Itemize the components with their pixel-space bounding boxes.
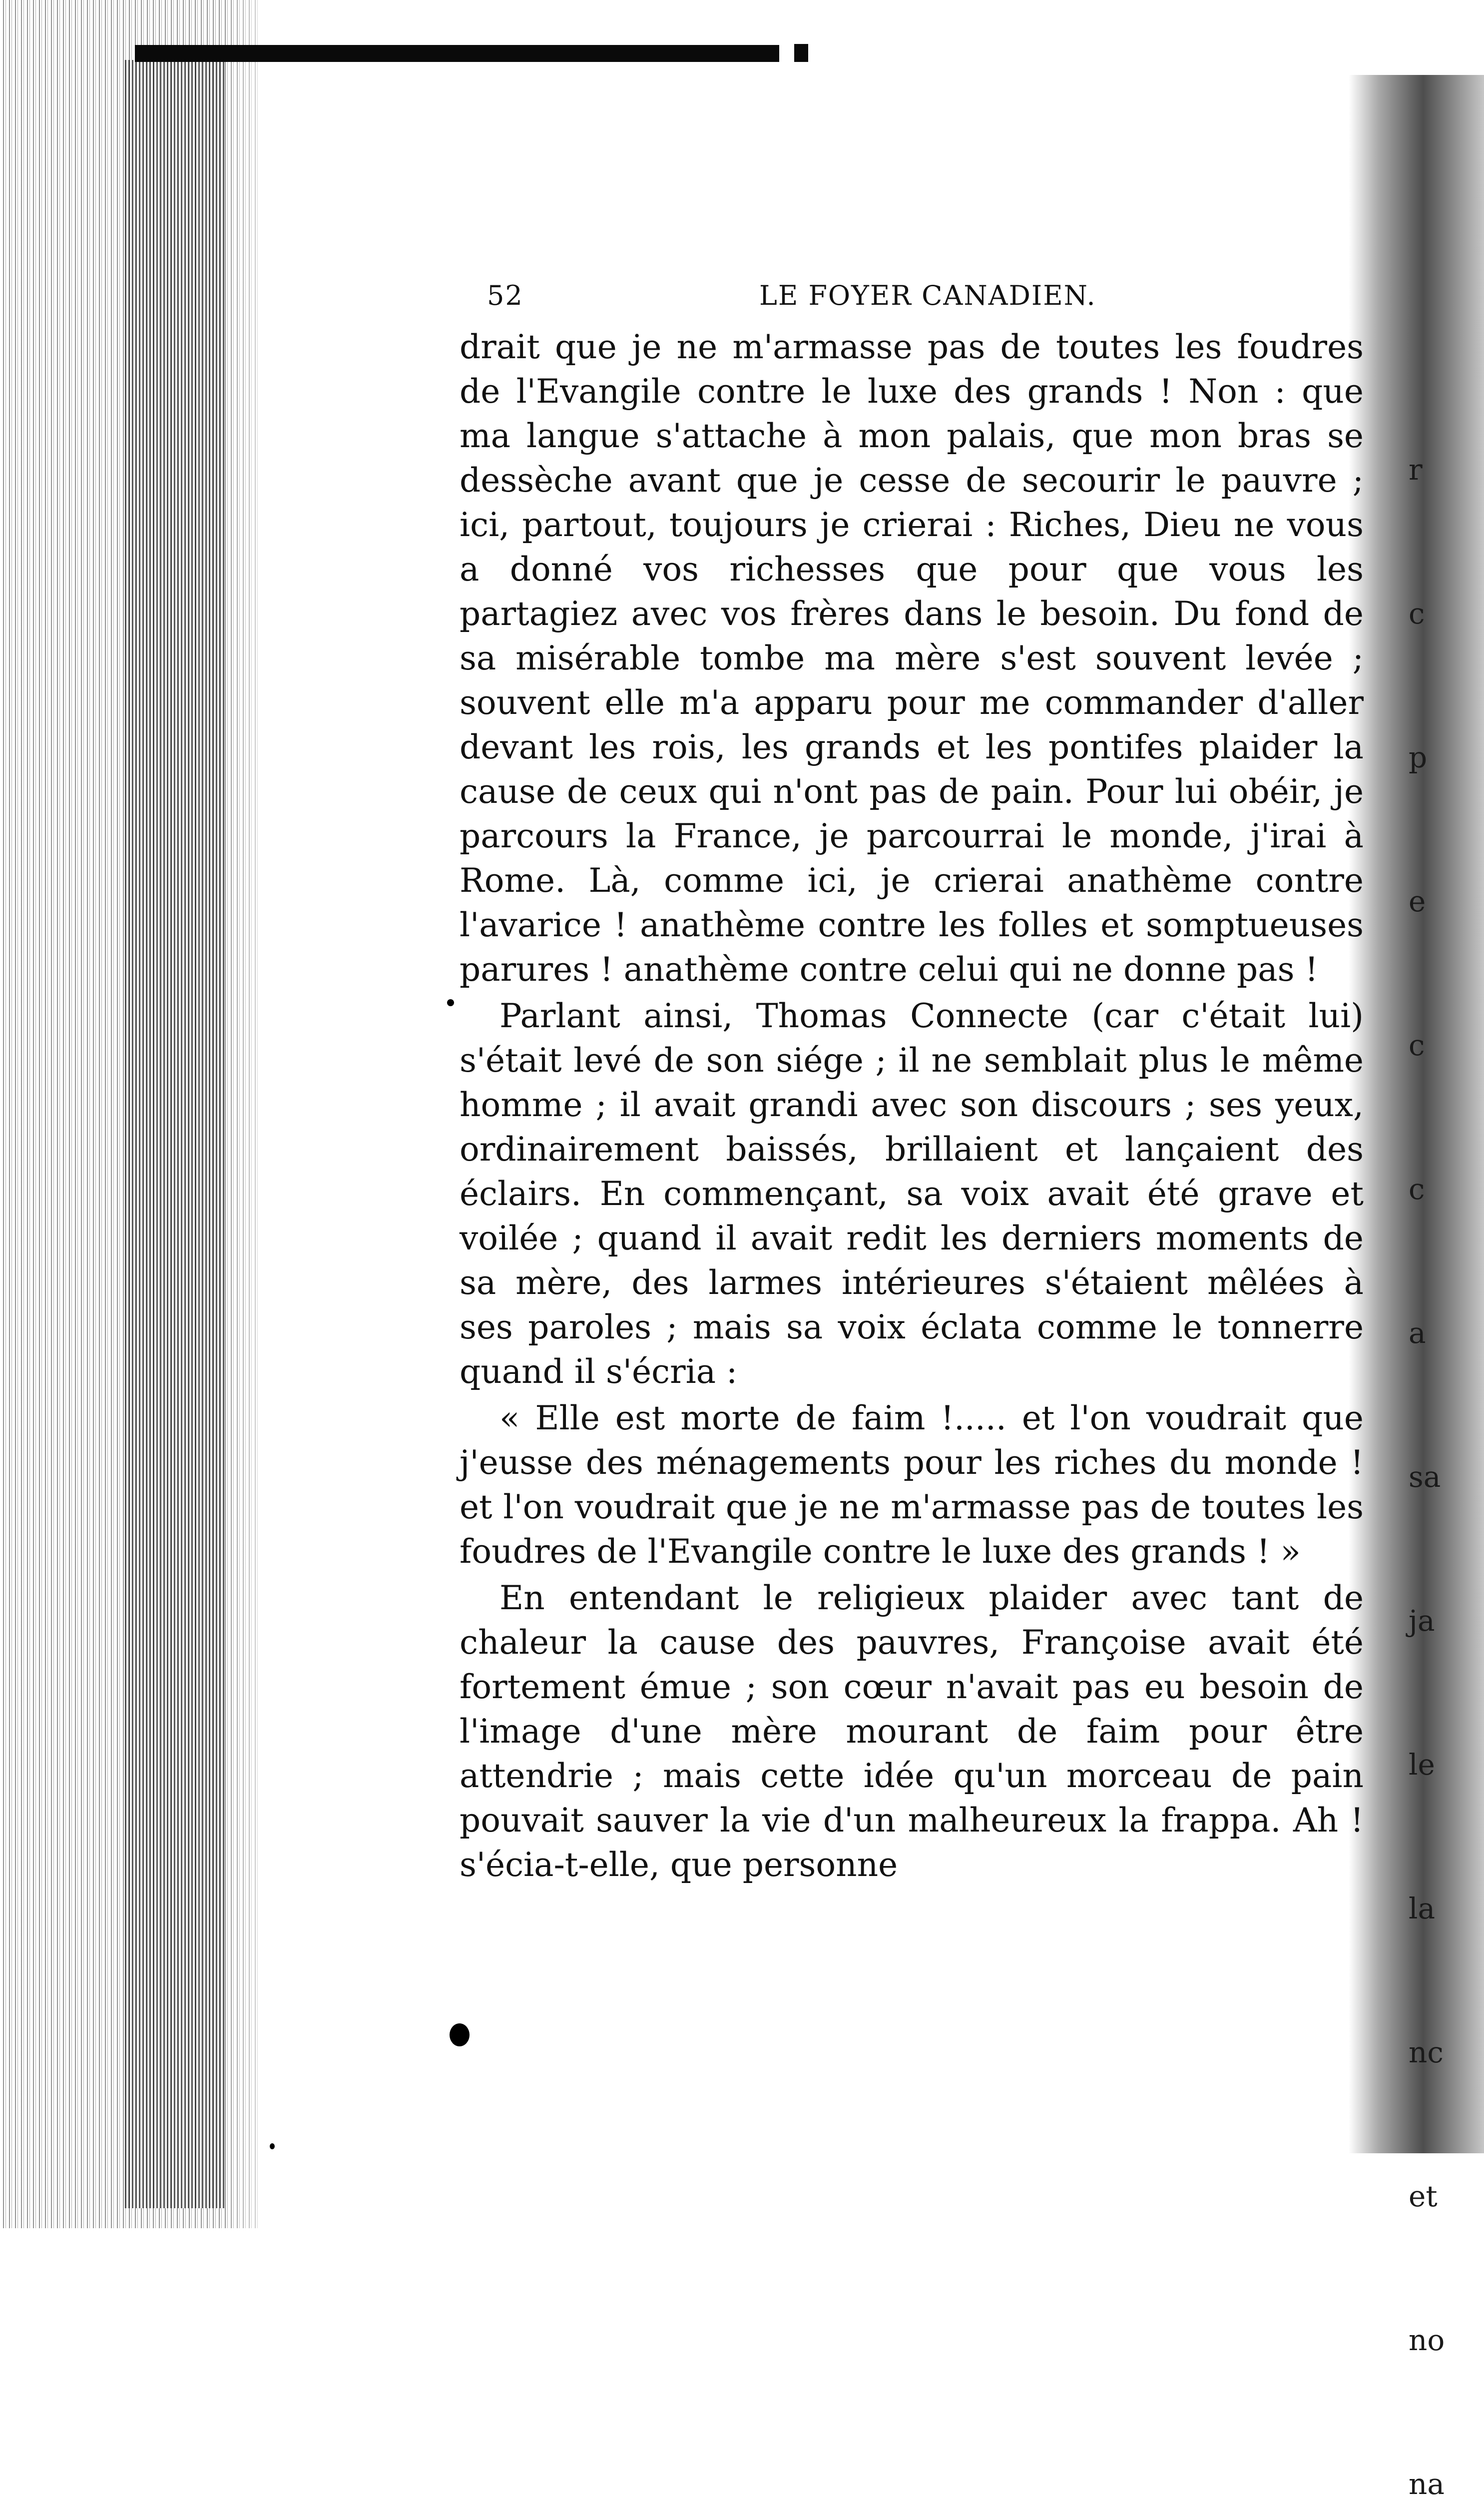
ink-speck — [270, 2143, 275, 2149]
fragment-line: nc — [1409, 2035, 1444, 2069]
book-page — [460, 280, 1364, 1889]
running-head — [460, 280, 1364, 325]
fragment-line: sa — [1409, 1460, 1441, 1494]
fragment-line: r — [1409, 453, 1423, 487]
fragment-line: p — [1409, 740, 1428, 774]
paragraph: En entendant le religieux plaider avec tant de chaleur la cause des pauvres, Françoise avait été fortement émue ; son cœur n'avait pas eu besoin de l'image d'une mère mourant de faim pour être attendrie ; mais cette idée qu'un morceau de pain pouvait sauver la vie d'un malheureux la frappa. Ah ! s'écia-t-elle, que personne — [460, 1579, 1364, 1884]
body-text — [460, 325, 1364, 1887]
running-title: LE FOYER CANADIEN. — [759, 280, 1096, 311]
paragraph: Parlant ainsi, Thomas Connecte (car c'était lui) s'était levé de son siége ; il ne semblait plus le même homme ; il avait grandi avec son discours ; ses yeux, ordinairement baissés, brillaient et lançaient des éclairs. En commençant, sa voix avait été grave et voilée ; quand il avait redit les derniers moments de sa mère, des larmes intérieures s'étaient mêlées à ses paroles ; mais sa voix éclata comme le tonnerre quand il s'écria : — [460, 997, 1364, 1391]
fragment-line: a — [1409, 1316, 1426, 1350]
fragment-line: c — [1409, 1172, 1425, 1206]
fragment-line: c — [1409, 597, 1425, 630]
fragment-line: e — [1409, 884, 1426, 918]
facing-page-fragments — [1409, 350, 1484, 2498]
fragment-line: et — [1409, 2179, 1438, 2213]
gutter-fade — [225, 0, 285, 2228]
fragment-line: no — [1409, 2323, 1445, 2357]
page-number: 52 — [487, 280, 523, 311]
ink-speck — [450, 2023, 470, 2046]
top-edge-tick — [794, 44, 808, 62]
ink-speck — [447, 999, 454, 1006]
fragment-line: la — [1409, 1891, 1436, 1925]
fragment-line: na — [1409, 2467, 1445, 2498]
paragraph: drait que je ne m'armasse pas de toutes les foudres de l'Evangile contre le luxe des grands ! Non : que ma langue s'attache à mon palais, que mon bras se dessèche avant que je cesse de secourir le pauvre ; ici, partout, toujours je crierai : Riches, Dieu ne vous a donné vos richesses que pour que vous les partagiez avec vos frères dans le besoin. Du fond de sa misérable tombe ma mère s'est souvent levée ; souvent elle m'a apparu pour me commander d'aller devant les rois, les grands et les pontifes plaider la cause de ceux qui n'ont pas de pain. Pour lui obéir, je parcours la France, je parcourrai le monde, j'irai à Rome. Là, comme ici, je crierai anathème contre l'avarice ! anathème contre les folles et somptueuses parures ! anathème contre celui qui ne donne pas ! — [460, 328, 1364, 989]
paragraph: « Elle est morte de faim !..... et l'on voudrait que j'eusse des ménagements pour les riches du monde ! et l'on voudrait que je ne m'armasse pas de toutes les foudres de l'Evangile contre le luxe des grands ! » — [460, 1399, 1364, 1571]
fragment-line: c — [1409, 1028, 1425, 1062]
top-edge-bar — [135, 45, 779, 62]
book-gutter-shadow — [125, 60, 225, 2208]
fragment-line: ja — [1409, 1604, 1435, 1638]
fragment-line: le — [1409, 1748, 1435, 1782]
